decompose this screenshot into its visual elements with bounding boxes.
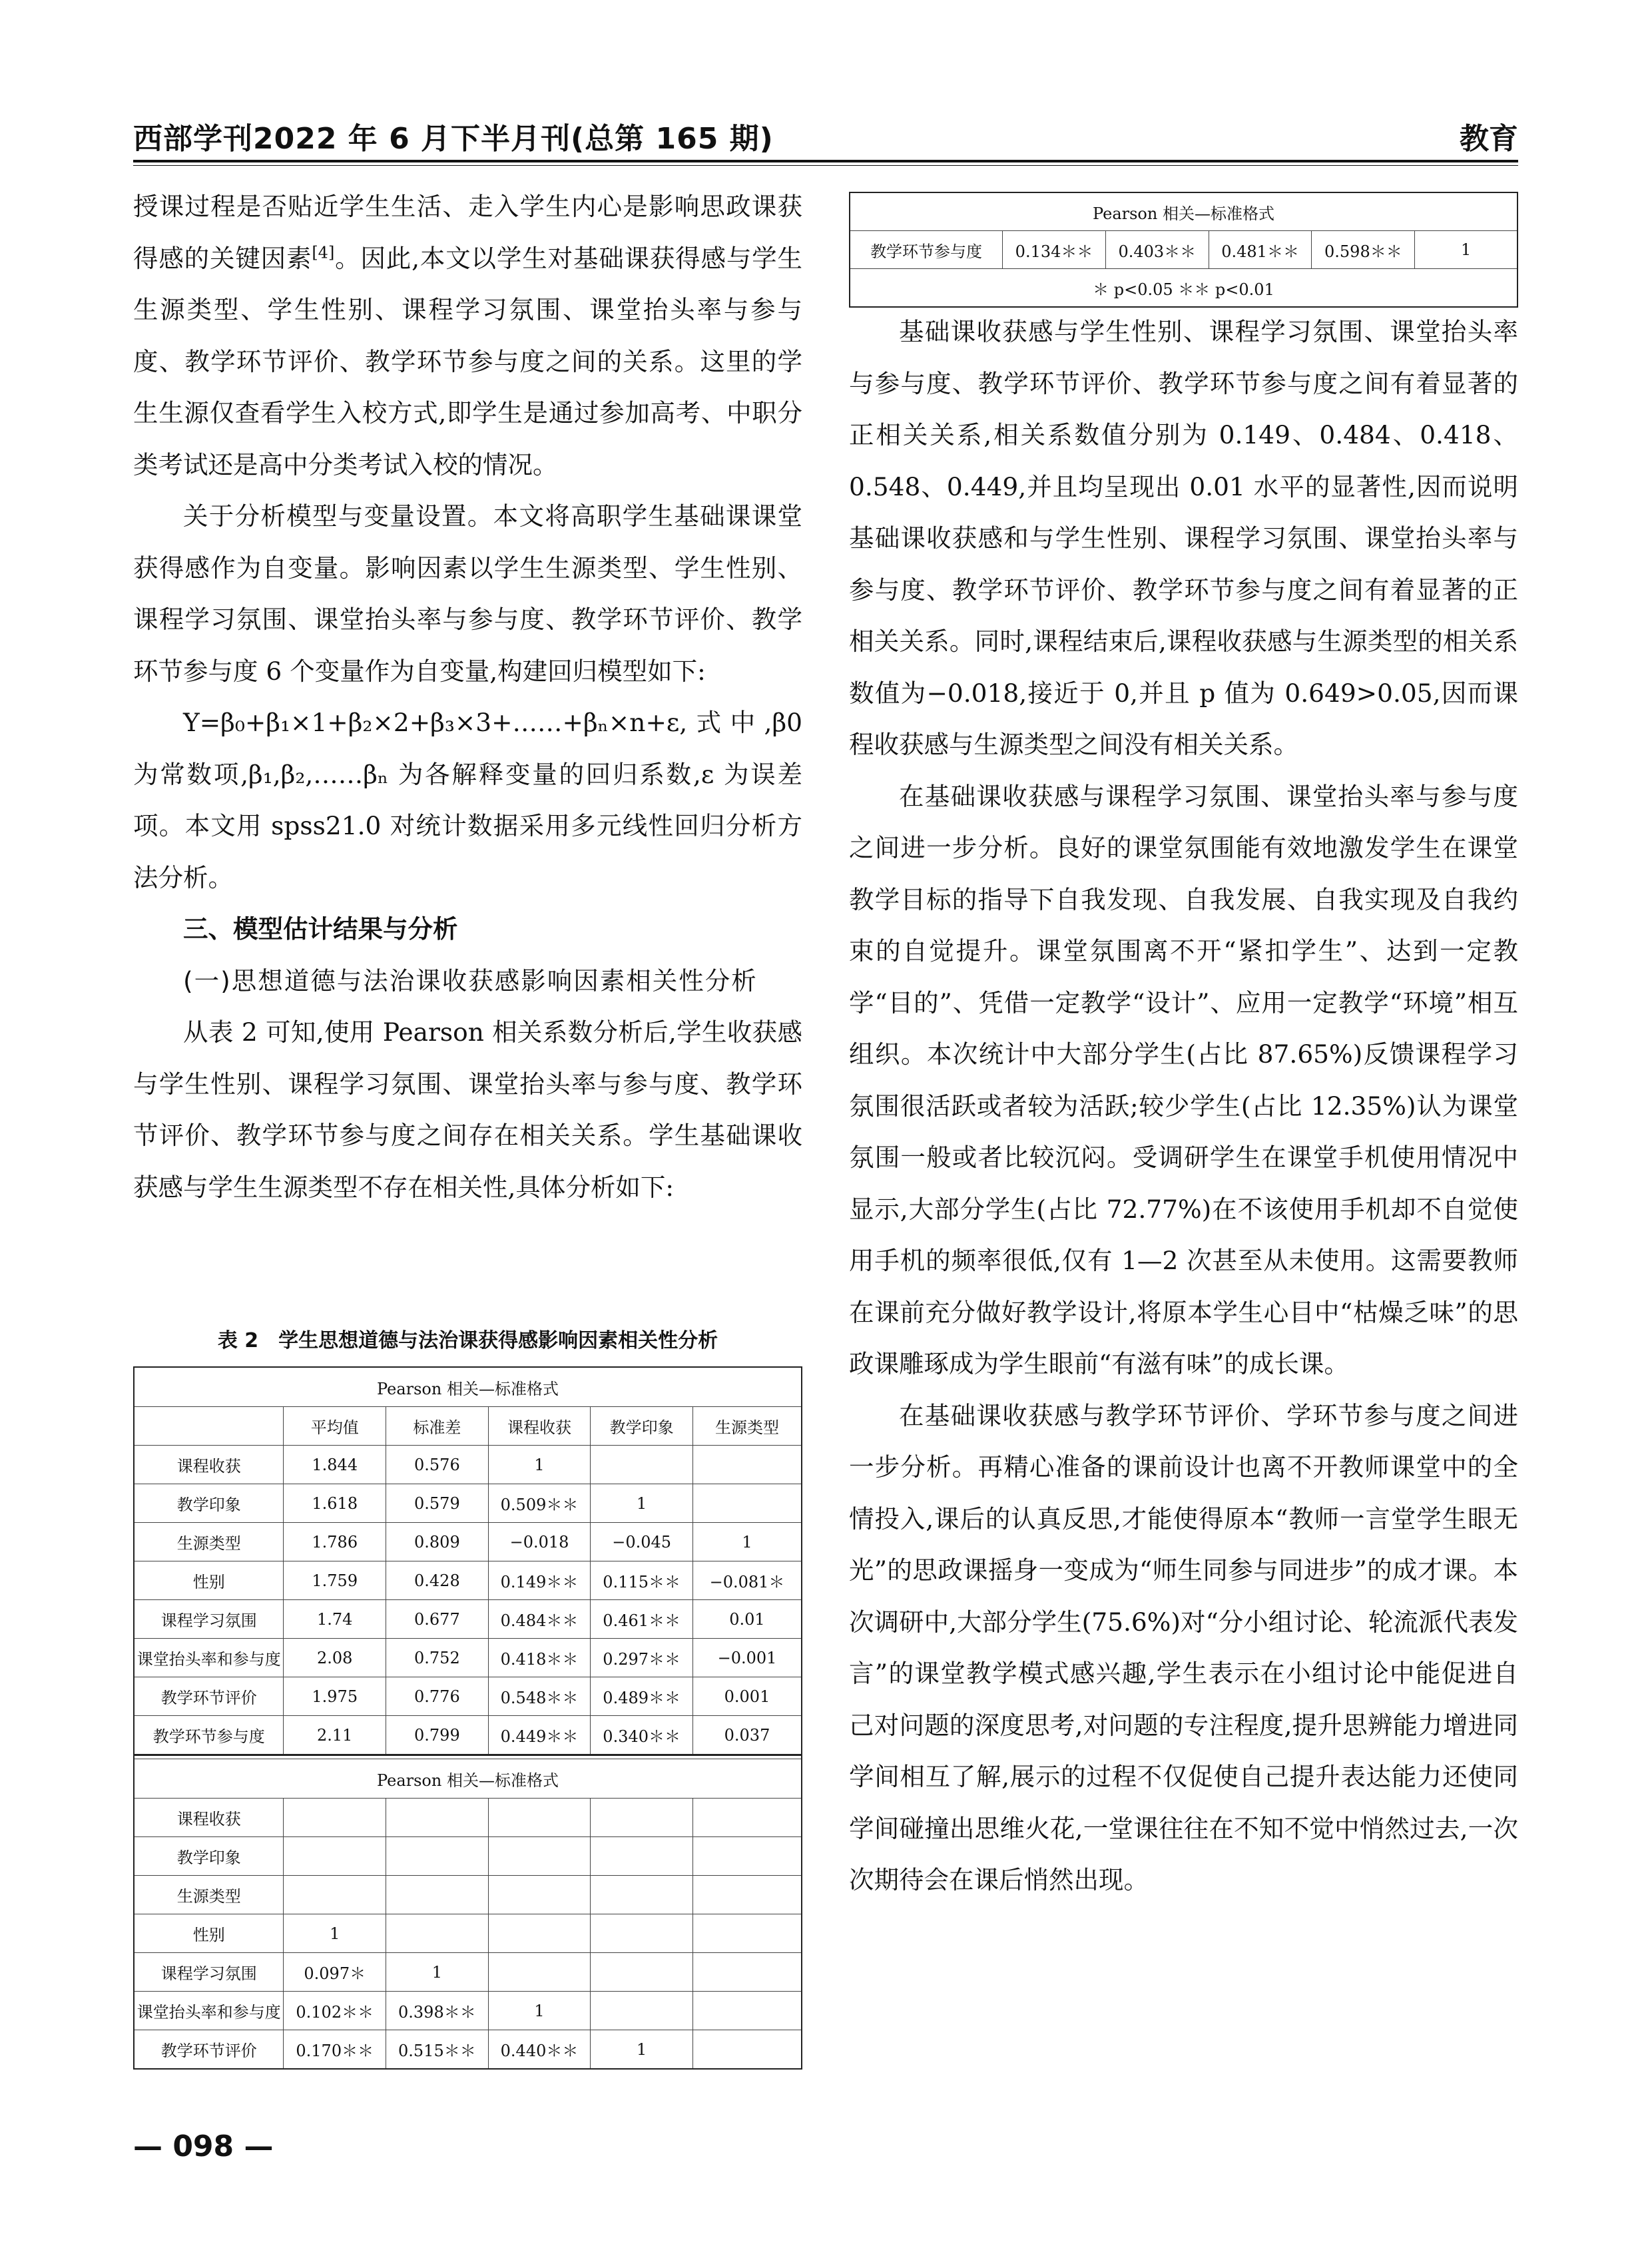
citation: [4] [312, 243, 335, 262]
table-cell: 0.037 [692, 1716, 802, 1755]
paragraph: 从表 2 可知,使用 Pearson 相关系数分析后,学生收获感与学生性别、课程学习氛围、课堂抬头率与参与度、教学环节评价、教学环节参与度之间存在相关关系。学生基础课收获感与学生生源类型不存在相关性,具体分析如下: [133, 1017, 802, 1202]
table-cell: 0.489＊＊ [591, 1677, 693, 1716]
row-label: 课堂抬头率和参与度 [134, 1639, 284, 1677]
table-row [850, 231, 1517, 269]
table-cell: 0.752 [386, 1639, 489, 1677]
column-header: 教学印象 [591, 1407, 693, 1446]
paragraph: 关于分析模型与变量设置。本文将高职学生基础课课堂获得感作为自变量。影响因素以学生生源类型、学生性别、课程学习氛围、课堂抬头率与参与度、教学环节评价、教学环节参与度 6 个变量作为自变量,构建回归模型如下: [133, 501, 802, 686]
table-row [134, 1716, 802, 1755]
column-header [134, 1407, 284, 1446]
table-row [134, 1446, 802, 1484]
row-label: 课程学习氛围 [134, 1600, 284, 1639]
table-cell: 0.548＊＊ [488, 1677, 591, 1716]
table-cell: 0.515＊＊ [386, 2030, 489, 2070]
paragraph: 基础课收获感与学生性别、课程学习氛围、课堂抬头率与参与度、教学环节评价、教学环节参与度之间有着显著的正相关关系,相关系数值分别为 0.149、0.484、0.418、0.548、0.449,并且均呈现出 0.01 水平的显著性,因而说明基础课收获感和与学生性别、课程学习氛围、课堂抬头率与参与度、教学环节评价、教学环节参与度之间有着显著的正相关关系。同时,课程结束后,课程收获感与生源类型的相关系数值为−0.018,接近于 0,并且 p 值为 0.649>0.05,因而课程收获感与生源类型之间没有相关关系。 [849, 317, 1518, 759]
table-cell: 0.340＊＊ [591, 1716, 693, 1755]
row-label: 课程收获 [134, 1799, 284, 1837]
table-cell [488, 1876, 591, 1914]
table-cell [591, 1837, 693, 1876]
table-cell: 0.428 [386, 1561, 489, 1600]
table-cell [591, 1914, 693, 1953]
table-row [134, 1837, 802, 1876]
table-cell: 0.134＊＊ [1003, 231, 1106, 269]
table-row [134, 1523, 802, 1561]
table-cell [488, 1837, 591, 1876]
table-cell [692, 1914, 802, 1953]
row-label: 课堂抬头率和参与度 [134, 1992, 284, 2030]
paragraph: 授课过程是否贴近学生生活、走入学生内心是影响思政课获得感的关键因素[4]。因此,本文以学生对基础课获得感与学生生源类型、学生性别、课程学习氛围、课堂抬头率与参与度、教学环节评价、教学环节参与度之间的关系。这里的学生生源仅查看学生入校方式,即学生是通过参加高考、中职分类考试还是高中分类考试入校的情况。 [133, 192, 802, 479]
row-label: 生源类型 [134, 1523, 284, 1561]
table-cell: 1 [284, 1914, 386, 1953]
table-title: Pearson 相关—标准格式 [134, 1367, 802, 1407]
table-row [134, 1600, 802, 1639]
table-cell: 1 [591, 2030, 693, 2070]
table-cell: 1 [591, 1484, 693, 1523]
table-cell: 1 [386, 1953, 489, 1992]
running-header [133, 115, 1518, 161]
table-caption: 表 2 学生思想道德与法治课获得感影响因素相关性分析 [217, 1329, 718, 1352]
table-cell: 0.509＊＊ [488, 1484, 591, 1523]
table-cell: 1 [1415, 231, 1517, 269]
column-header: 课程收获 [488, 1407, 591, 1446]
table-cell: 0.418＊＊ [488, 1639, 591, 1677]
row-label: 课程学习氛围 [134, 1953, 284, 1992]
table-cell: 1.786 [284, 1523, 386, 1561]
table-cell: 0.579 [386, 1484, 489, 1523]
row-label: 教学环节评价 [134, 1677, 284, 1716]
table-cell: 1 [488, 1446, 591, 1484]
table-cell: 0.149＊＊ [488, 1561, 591, 1600]
table-cell: 0.115＊＊ [591, 1561, 693, 1600]
table-cell: −0.001 [692, 1639, 802, 1677]
table-row [134, 1677, 802, 1716]
table-cell: 0.398＊＊ [386, 1992, 489, 2030]
table-cell [591, 1799, 693, 1837]
table-cell: 1.74 [284, 1600, 386, 1639]
header-rule-thin [133, 165, 1518, 166]
table-row [134, 1992, 802, 2030]
section-label: 教育 [1460, 122, 1518, 156]
table-cell: 0.576 [386, 1446, 489, 1484]
table-cell: 0.809 [386, 1523, 489, 1561]
table-cell [591, 1953, 693, 1992]
table-title: Pearson 相关—标准格式 [134, 1759, 802, 1799]
table-cell [692, 1992, 802, 2030]
table-cell: −0.045 [591, 1523, 693, 1561]
table-cell: 0.449＊＊ [488, 1716, 591, 1755]
table-cell: 0.01 [692, 1600, 802, 1639]
table-cell [386, 1799, 489, 1837]
table-row [134, 1484, 802, 1523]
table-cell [692, 2030, 802, 2070]
table-cell: 0.097＊ [284, 1953, 386, 1992]
row-label: 性别 [134, 1914, 284, 1953]
table-cell: 0.481＊＊ [1209, 231, 1312, 269]
table-cell: 2.11 [284, 1716, 386, 1755]
table-cell [488, 1799, 591, 1837]
table-row [134, 1639, 802, 1677]
table-cell: 1 [692, 1523, 802, 1561]
table-cell: 0.598＊＊ [1312, 231, 1415, 269]
significance-note: ＊ p<0.05 ＊＊ p<0.01 [850, 269, 1517, 308]
table-cell [591, 1446, 693, 1484]
table-cell: 1 [488, 1992, 591, 2030]
table-cell [284, 1799, 386, 1837]
table-cell: 0.461＊＊ [591, 1600, 693, 1639]
table-cell: 0.776 [386, 1677, 489, 1716]
table-cell [488, 1914, 591, 1953]
row-label: 教学环节参与度 [134, 1716, 284, 1755]
row-label: 教学环节评价 [134, 2030, 284, 2070]
table-cell: 0.799 [386, 1716, 489, 1755]
table-cell [591, 1876, 693, 1914]
correlation-table-continued [849, 192, 1518, 308]
column-header: 标准差 [386, 1407, 489, 1446]
table-cell [591, 1992, 693, 2030]
correlation-table [133, 1366, 802, 2070]
table-row [134, 1561, 802, 1600]
table-row [134, 1799, 802, 1837]
table-cell: 0.677 [386, 1600, 489, 1639]
table-cell: 1.844 [284, 1446, 386, 1484]
table-cell: 0.403＊＊ [1105, 231, 1209, 269]
table-row [134, 2030, 802, 2070]
row-label: 性别 [134, 1561, 284, 1600]
table-cell [692, 1837, 802, 1876]
page-number: — 098 — [133, 2129, 274, 2163]
header-rule [133, 160, 1518, 162]
table-cell [692, 1484, 802, 1523]
left-column [133, 181, 802, 1213]
table-cell: −0.018 [488, 1523, 591, 1561]
paragraph: 在基础课收获感与课程学习氛围、课堂抬头率与参与度之间进一步分析。良好的课堂氛围能有效地激发学生在课堂教学目标的指导下自我发现、自我发展、自我实现及自我约束的自觉提升。课堂氛围离不开“紧扣学生”、达到一定教学“目的”、凭借一定教学“设计”、应用一定教学“环境”相互组织。本次统计中大部分学生(占比 87.65%)反馈课程学习氛围很活跃或者较为活跃;较少学生(占比 12.35%)认为课堂氛围一般或者比较沉闷。受调研学生在课堂手机使用情况中显示,大部分学生(占比 72.77%)在不该使用手机却不自觉使用手机的频率很低,仅有 1—2 次甚至从未使用。这需要教师在课前充分做好教学设计,将原本学生心目中“枯燥乏味”的思政课雕琢成为学生眼前“有滋有味”的成长课。 [849, 781, 1518, 1378]
table-cell: 0.102＊＊ [284, 1992, 386, 2030]
subsection-heading: (一)思想道德与法治课收获感影响因素相关性分析 [183, 966, 758, 995]
row-label: 教学印象 [134, 1484, 284, 1523]
table-row [134, 1876, 802, 1914]
table-cell [692, 1953, 802, 1992]
table-cell: 0.297＊＊ [591, 1639, 693, 1677]
table-row [134, 1914, 802, 1953]
table-row [134, 1953, 802, 1992]
journal-issue: 西部学刊2022 年 6 月下半月刊(总第 165 期) [133, 122, 774, 156]
table-cell [386, 1876, 489, 1914]
regression-formula: Y=β₀+β₁×1+β₂×2+β₃×3+……+βₙ×n+ε,式中,β0 为常数项,β₁,β₂,……βₙ 为各解释变量的回归系数,ε 为误差项。本文用 spss21.0 对统计数据采用多元线性回归分析方法分析。 [133, 708, 802, 892]
row-label: 教学环节参与度 [850, 231, 1003, 269]
table-cell: 1.618 [284, 1484, 386, 1523]
column-header: 生源类型 [692, 1407, 802, 1446]
table-cell: −0.081＊ [692, 1561, 802, 1600]
column-header: 平均值 [284, 1407, 386, 1446]
table-cell [692, 1446, 802, 1484]
row-label: 生源类型 [134, 1876, 284, 1914]
table-cell [284, 1876, 386, 1914]
table-cell: 2.08 [284, 1639, 386, 1677]
table-cell: 1.759 [284, 1561, 386, 1600]
table-cell: 0.440＊＊ [488, 2030, 591, 2070]
paragraph: 在基础课收获感与教学环节评价、学环节参与度之间进一步分析。再精心准备的课前设计也离不开教师课堂中的全情投入,课后的认真反思,才能使得原本“教师一言堂学生眼无光”的思政课摇身一变成为“师生同参与同进步”的成才课。本次调研中,大部分学生(75.6%)对“分小组讨论、轮流派代表发言”的课堂教学模式感兴趣,学生表示在小组讨论中能促进自己对问题的深度思考,对问题的专注程度,提升思辨能力增进同学间相互了解,展示的过程不仅促使自己提升表达能力还使同学间碰撞出思维火花,一堂课往往在不知不觉中悄然过去,一次次期待会在课后悄然出现。 [849, 1400, 1518, 1894]
table-cell: 0.484＊＊ [488, 1600, 591, 1639]
table-cell [692, 1799, 802, 1837]
table-cell [386, 1914, 489, 1953]
row-label: 教学印象 [134, 1837, 284, 1876]
row-label: 课程收获 [134, 1446, 284, 1484]
table-cell [386, 1837, 489, 1876]
table-cell [692, 1876, 802, 1914]
table-cell: 1.975 [284, 1677, 386, 1716]
table-cell [488, 1953, 591, 1992]
table-cell [284, 1837, 386, 1876]
right-column [849, 306, 1518, 1906]
table-cell: 0.001 [692, 1677, 802, 1716]
section-heading: 三、模型估计结果与分析 [183, 914, 458, 944]
table-title: Pearson 相关—标准格式 [850, 192, 1517, 231]
table-cell: 0.170＊＊ [284, 2030, 386, 2070]
